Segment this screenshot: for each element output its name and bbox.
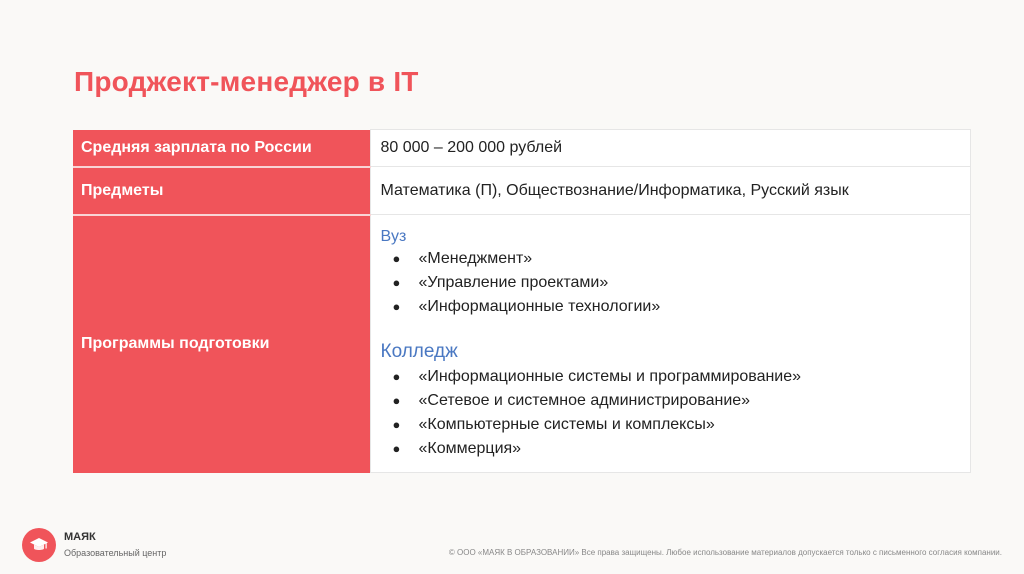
list-item: ● «Коммерция» <box>381 437 971 461</box>
college-program-list <box>381 365 971 461</box>
bullet-icon: ● <box>392 417 401 432</box>
bullet-icon: ● <box>392 393 401 408</box>
info-table <box>73 129 971 473</box>
salary-value: 80 000 – 200 000 рублей <box>370 130 971 167</box>
bullet-icon: ● <box>392 275 401 290</box>
subjects-label: Предметы <box>73 167 370 215</box>
page-title: Проджект-менеджер в IT <box>74 66 419 97</box>
bullet-icon: ● <box>392 251 401 266</box>
brand-subtitle: Образовательный центр <box>64 548 167 558</box>
university-heading: Вуз <box>380 228 407 245</box>
university-program-list <box>381 247 971 319</box>
subjects-value: Математика (П), Обществознание/Информатика, Русский язык <box>370 167 971 215</box>
salary-label: Средняя зарплата по России <box>73 130 370 167</box>
copyright-notice: © ООО «МАЯК В ОБРАЗОВАНИИ» Все права защищены. Любое использование материалов допускается только с письменного согласия компании. <box>448 548 1002 557</box>
brand-name: МАЯК <box>64 531 96 543</box>
list-item: ● «Менеджмент» <box>381 247 971 271</box>
table-row-salary <box>73 130 971 167</box>
bullet-icon: ● <box>392 299 401 314</box>
graduation-cap-icon <box>29 535 49 555</box>
brand-logo <box>22 528 56 562</box>
list-item: ● «Управление проектами» <box>381 271 971 295</box>
list-item: ● «Информационные системы и программирование» <box>381 365 971 389</box>
programs-value <box>370 215 971 473</box>
bullet-icon: ● <box>392 441 401 456</box>
list-item: ● «Компьютерные системы и комплексы» <box>381 413 971 437</box>
table-row-programs <box>73 215 971 473</box>
table-row-subjects <box>73 167 971 215</box>
list-item: ● «Сетевое и системное администрирование» <box>381 389 971 413</box>
bullet-icon: ● <box>392 369 401 384</box>
programs-label: Программы подготовки <box>73 215 370 473</box>
college-heading: Колледж <box>380 341 458 362</box>
list-item: ● «Информационные технологии» <box>381 295 971 319</box>
